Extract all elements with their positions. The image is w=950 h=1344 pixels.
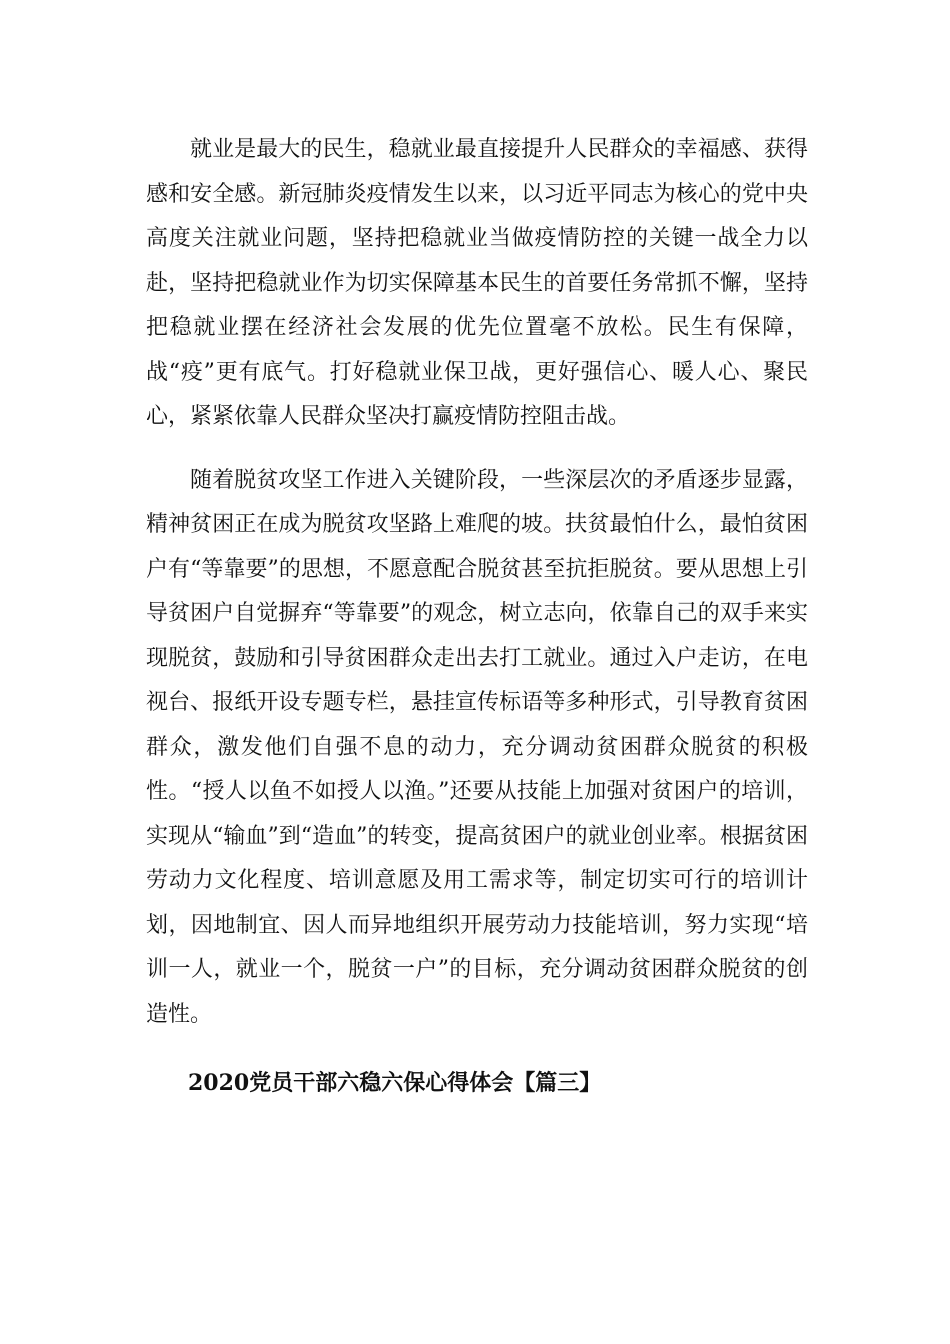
section-heading: 2020党员干部六稳六保心得体会【篇三】 [188,1070,602,1096]
body-paragraph: 就业是最大的民生，稳就业最直接提升人民群众的幸福感、获得感和安全感。新冠肺炎疫情发生以来，以习近平同志为核心的党中央高度关注就业问题，坚持把稳就业当做疫情防控的关键一战全力以赴，坚持把稳就业作为切实保障基本民生的首要任务常抓不懈，坚持把稳就业摆在经济社会发展的优先位置毫不放松。民生有保障，战“疫”更有底气。打好稳就业保卫战，更好强信心、暖人心、聚民心，紧紧依靠人民群众坚决打赢疫情防控阻击战。 [146,137,808,429]
body-paragraph: 随着脱贫攻坚工作进入关键阶段，一些深层次的矛盾逐步显露，精神贫困正在成为脱贫攻坚路上难爬的坡。扶贫最怕什么，最怕贫困户有“等靠要”的思想，不愿意配合脱贫甚至抗拒脱贫。要从思想上引导贫困户自觉摒弃“等靠要”的观念，树立志向，依靠自己的双手来实现脱贫，鼓励和引导贫困群众走出去打工就业。通过入户走访，在电视台、报纸开设专题专栏，悬挂宣传标语等多种形式，引导教育贫困群众，激发他们自强不息的动力，充分调动贫困群众脱贫的积极性。“授人以鱼不如授人以渔。”还要从技能上加强对贫困户的培训，实现从“输血”到“造血”的转变，提高贫困户的就业创业率。根据贫困劳动力文化程度、培训意愿及用工需求等，制定切实可行的培训计划，因地制宜、因人而异地组织开展劳动力技能培训，努力实现“培训一人，就业一个，脱贫一户”的目标，充分调动贫困群众脱贫的创造性。 [146,467,808,1027]
document-body [146,128,808,1105]
